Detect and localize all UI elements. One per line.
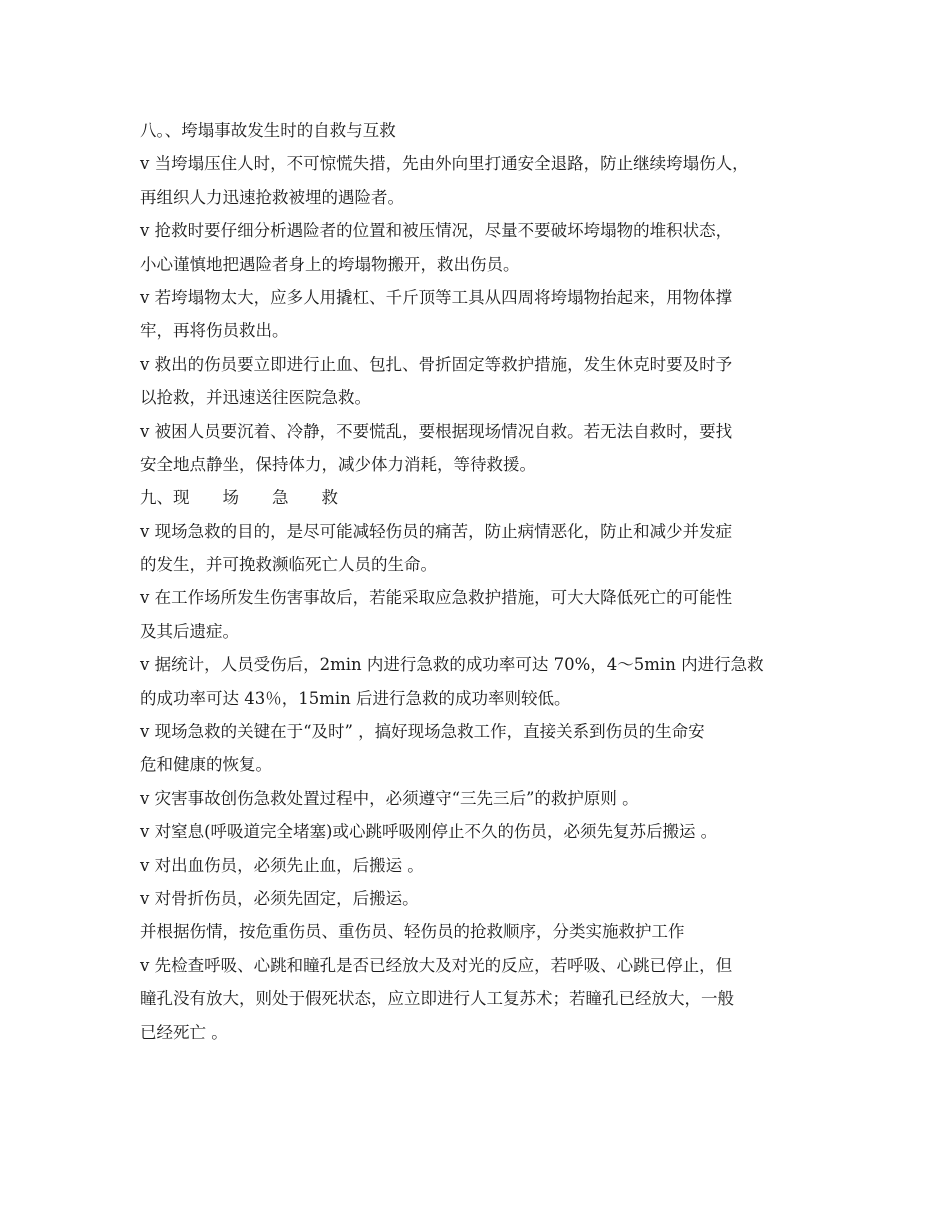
paragraph-line: v 灾害事故创伤急救处置过程中，必须遵守“三先三后”的救护原则 。 (140, 788, 639, 808)
paragraph-line: v 对骨折伤员，必须先固定，后搬运。 (140, 888, 419, 908)
paragraph-line: 的发生，并可挽救濒临死亡人员的生命。 (140, 555, 437, 575)
paragraph-line: v 先检查呼吸、心跳和瞳孔是否已经放大及对光的反应，若呼吸、心跳已停止，但 (140, 955, 733, 975)
section-heading-9: 九、现 场 急 救 (140, 488, 338, 508)
paragraph-line: 的成功率可达 43％，15min 后进行急救的成功率则较低。 (140, 688, 571, 708)
paragraph-line: 再组织人力迅速抢救被埋的遇险者。 (140, 187, 404, 207)
paragraph-line: v 在工作场所发生伤害事故后，若能采取应急救护措施，可大大降低死亡的可能性 (140, 588, 733, 608)
paragraph-line: v 现场急救的目的，是尽可能减轻伤员的痛苦，防止病情恶化，防止和减少并发症 (140, 521, 733, 541)
paragraph-line: v 救出的伤员要立即进行止血、包扎、骨折固定等救护措施，发生休克时要及时予 (140, 354, 733, 374)
paragraph-line: 并根据伤情，按危重伤员、重伤员、轻伤员的抢救顺序，分类实施救护工作 (140, 922, 685, 942)
paragraph-line: 及其后遗症。 (140, 621, 239, 641)
paragraph-line: v 当垮塌压住人时，不可惊慌失措，先由外向里打通安全退路，防止继续垮塌伤人， (140, 154, 749, 174)
paragraph-line: 以抢救，并迅速送往医院急救。 (140, 388, 371, 408)
paragraph-line: v 对出血伤员，必须先止血，后搬运 。 (140, 855, 424, 875)
paragraph-line: v 被困人员要沉着、冷静，不要慌乱，要根据现场情况自救。若无法自救时，要找 (140, 421, 733, 441)
paragraph-line: v 抢救时要仔细分析遇险者的位置和被压情况，尽量不要破坏垮塌物的堆积状态， (140, 221, 733, 241)
paragraph-line: 牢，再将伤员救出。 (140, 321, 289, 341)
paragraph-line: v 据统计，人员受伤后，2min 内进行急救的成功率可达 70%，4～5min 内进行急救 (140, 655, 764, 675)
section-heading-8: 八。、垮塌事故发生时的自救与互救 (140, 121, 396, 140)
paragraph-line: 安全地点静坐，保持体力，减少体力消耗，等待救援。 (140, 454, 536, 474)
paragraph-line: 瞳孔没有放大，则处于假死状态，应立即进行人工复苏术；若瞳孔已经放大，一般 (140, 989, 734, 1009)
paragraph-line: v 对窒息(呼吸道完全堵塞)或心跳呼吸刚停止不久的伤员，必须先复苏后搬运 。 (140, 822, 718, 842)
paragraph-line: 小心谨慎地把遇险者身上的垮塌物搬开，救出伤员。 (140, 254, 520, 274)
paragraph-line: v 现场急救的关键在于“及时” ，搞好现场急救工作，直接关系到伤员的生命安 (140, 722, 705, 742)
paragraph-line: v 若垮塌物太大，应多人用撬杠、千斤顶等工具从四周将垮塌物抬起来，用物体撑 (140, 287, 733, 307)
document-body (140, 114, 820, 1049)
paragraph-line: 危和健康的恢复。 (140, 755, 272, 775)
paragraph-line: 已经死亡 。 (140, 1022, 228, 1042)
